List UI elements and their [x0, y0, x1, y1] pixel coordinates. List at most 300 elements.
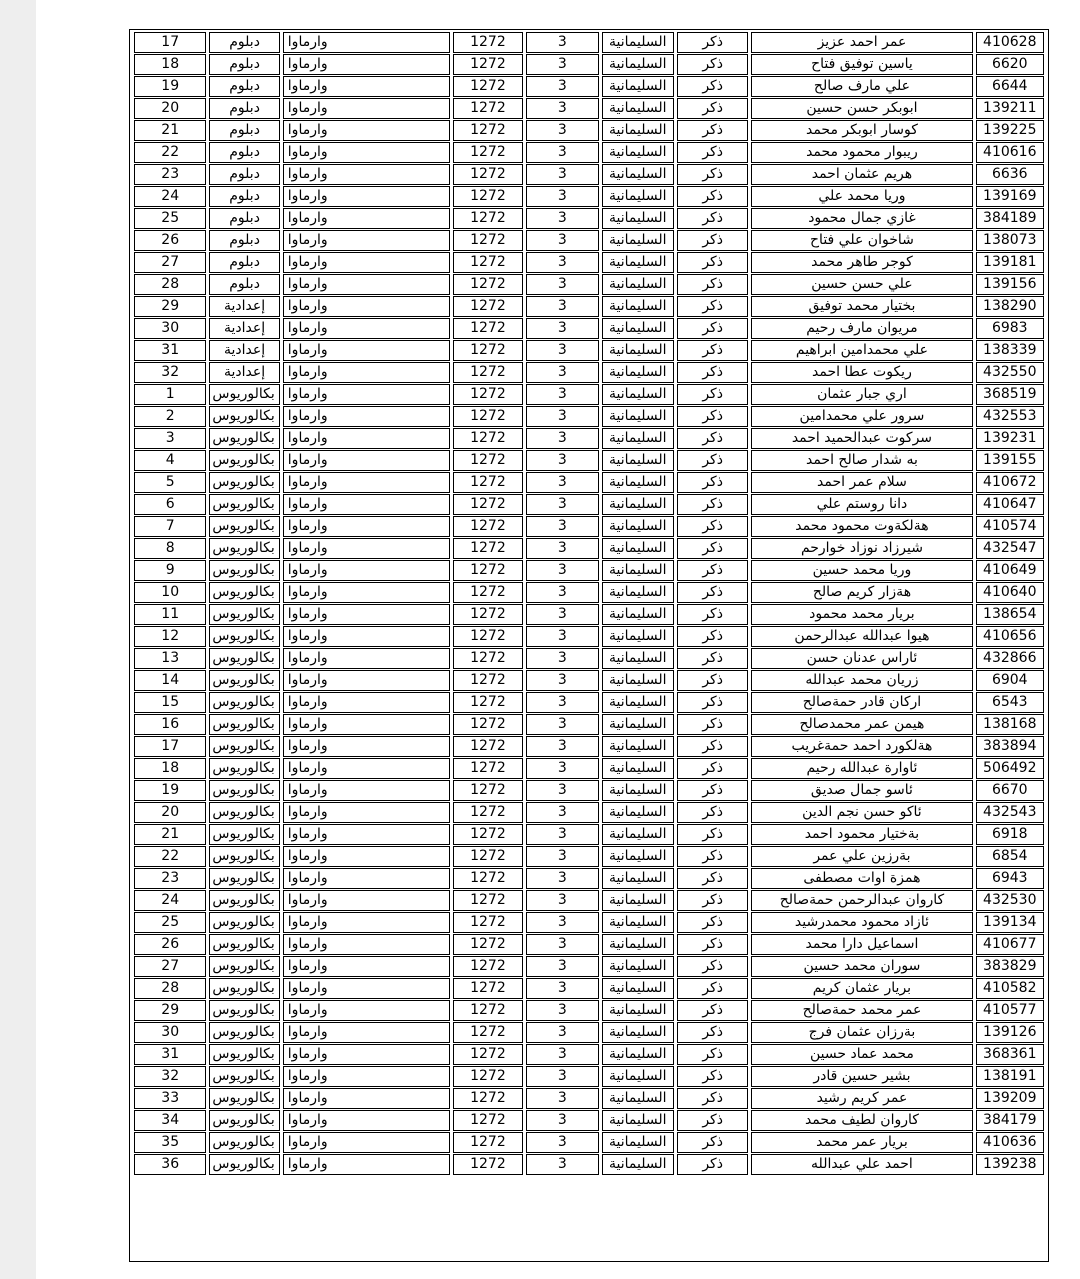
gender-cell: ذكر	[677, 714, 748, 735]
full-name-cell: علي محمدامين ابراهيم	[751, 340, 972, 361]
full-name-cell: بةختيار محمود احمد	[751, 824, 972, 845]
code-cell: 1272	[453, 274, 523, 295]
full-name-cell: هةلكةوت محمود محمد	[751, 516, 972, 537]
department-cell: وارماوا	[283, 626, 450, 647]
roster-table-frame	[129, 29, 1049, 1262]
full-name-cell: بختيار محمد توفيق	[751, 296, 972, 317]
sequence-cell: 28	[134, 274, 206, 295]
gender-cell: ذكر	[677, 604, 748, 625]
table-row	[134, 164, 1044, 185]
grade-cell: 3	[526, 582, 598, 603]
code-cell: 1272	[453, 1088, 523, 1109]
gender-cell: ذكر	[677, 670, 748, 691]
city-cell: السليمانية	[602, 1088, 674, 1109]
table-row	[134, 98, 1044, 119]
grade-cell: 3	[526, 780, 598, 801]
id-number-cell: 6636	[976, 164, 1044, 185]
education-level-cell: بكالوريوس	[209, 582, 279, 603]
grade-cell: 3	[526, 824, 598, 845]
city-cell: السليمانية	[602, 604, 674, 625]
full-name-cell: هريم عثمان احمد	[751, 164, 972, 185]
department-cell: وارماوا	[283, 318, 450, 339]
gender-cell: ذكر	[677, 758, 748, 779]
gender-cell: ذكر	[677, 1000, 748, 1021]
id-number-cell: 384189	[976, 208, 1044, 229]
gender-cell: ذكر	[677, 912, 748, 933]
code-cell: 1272	[453, 428, 523, 449]
code-cell: 1272	[453, 186, 523, 207]
table-row	[134, 208, 1044, 229]
department-cell: وارماوا	[283, 516, 450, 537]
full-name-cell: ريكوت عطا احمد	[751, 362, 972, 383]
grade-cell: 3	[526, 54, 598, 75]
education-level-cell: بكالوريوس	[209, 758, 279, 779]
gender-cell: ذكر	[677, 692, 748, 713]
table-row	[134, 340, 1044, 361]
grade-cell: 3	[526, 1088, 598, 1109]
gender-cell: ذكر	[677, 32, 748, 53]
department-cell: وارماوا	[283, 1110, 450, 1131]
grade-cell: 3	[526, 714, 598, 735]
department-cell: وارماوا	[283, 230, 450, 251]
table-row	[134, 1154, 1044, 1175]
code-cell: 1272	[453, 934, 523, 955]
sequence-cell: 32	[134, 362, 206, 383]
department-cell: وارماوا	[283, 890, 450, 911]
id-number-cell: 368519	[976, 384, 1044, 405]
education-level-cell: دبلوم	[209, 120, 279, 141]
full-name-cell: عمر كريم رشيد	[751, 1088, 972, 1109]
code-cell: 1272	[453, 54, 523, 75]
grade-cell: 3	[526, 802, 598, 823]
id-number-cell: 139209	[976, 1088, 1044, 1109]
city-cell: السليمانية	[602, 560, 674, 581]
education-level-cell: بكالوريوس	[209, 428, 279, 449]
gender-cell: ذكر	[677, 648, 748, 669]
city-cell: السليمانية	[602, 54, 674, 75]
sequence-cell: 18	[134, 758, 206, 779]
code-cell: 1272	[453, 956, 523, 977]
sequence-cell: 4	[134, 450, 206, 471]
education-level-cell: بكالوريوس	[209, 824, 279, 845]
full-name-cell: اركان قادر حمةصالح	[751, 692, 972, 713]
gender-cell: ذكر	[677, 472, 748, 493]
table-row	[134, 318, 1044, 339]
city-cell: السليمانية	[602, 1132, 674, 1153]
gender-cell: ذكر	[677, 120, 748, 141]
id-number-cell: 138073	[976, 230, 1044, 251]
code-cell: 1272	[453, 868, 523, 889]
department-cell: وارماوا	[283, 296, 450, 317]
city-cell: السليمانية	[602, 692, 674, 713]
department-cell: وارماوا	[283, 208, 450, 229]
grade-cell: 3	[526, 274, 598, 295]
education-level-cell: بكالوريوس	[209, 934, 279, 955]
full-name-cell: ريبوار محمود محمد	[751, 142, 972, 163]
id-number-cell: 410649	[976, 560, 1044, 581]
gender-cell: ذكر	[677, 582, 748, 603]
full-name-cell: محمد عماد حسين	[751, 1044, 972, 1065]
id-number-cell: 139211	[976, 98, 1044, 119]
id-number-cell: 368361	[976, 1044, 1044, 1065]
department-cell: وارماوا	[283, 1154, 450, 1175]
table-row	[134, 890, 1044, 911]
grade-cell: 3	[526, 1022, 598, 1043]
education-level-cell: بكالوريوس	[209, 626, 279, 647]
department-cell: وارماوا	[283, 76, 450, 97]
code-cell: 1272	[453, 978, 523, 999]
id-number-cell: 138191	[976, 1066, 1044, 1087]
table-row	[134, 252, 1044, 273]
id-number-cell: 6943	[976, 868, 1044, 889]
department-cell: وارماوا	[283, 780, 450, 801]
full-name-cell: وريا محمد حسين	[751, 560, 972, 581]
full-name-cell: ياسين توفيق فتاح	[751, 54, 972, 75]
gender-cell: ذكر	[677, 318, 748, 339]
full-name-cell: سرور علي محمدامين	[751, 406, 972, 427]
id-number-cell: 410672	[976, 472, 1044, 493]
department-cell: وارماوا	[283, 494, 450, 515]
code-cell: 1272	[453, 1044, 523, 1065]
education-level-cell: دبلوم	[209, 98, 279, 119]
id-number-cell: 139169	[976, 186, 1044, 207]
education-level-cell: بكالوريوس	[209, 1088, 279, 1109]
city-cell: السليمانية	[602, 208, 674, 229]
full-name-cell: علي مارف صالح	[751, 76, 972, 97]
gender-cell: ذكر	[677, 538, 748, 559]
city-cell: السليمانية	[602, 934, 674, 955]
full-name-cell: عمر احمد عزيز	[751, 32, 972, 53]
education-level-cell: بكالوريوس	[209, 1044, 279, 1065]
gender-cell: ذكر	[677, 362, 748, 383]
full-name-cell: احمد علي عبدالله	[751, 1154, 972, 1175]
code-cell: 1272	[453, 164, 523, 185]
table-row	[134, 472, 1044, 493]
education-level-cell: بكالوريوس	[209, 560, 279, 581]
sequence-cell: 19	[134, 76, 206, 97]
id-number-cell: 432547	[976, 538, 1044, 559]
code-cell: 1272	[453, 824, 523, 845]
grade-cell: 3	[526, 98, 598, 119]
department-cell: وارماوا	[283, 978, 450, 999]
grade-cell: 3	[526, 648, 598, 669]
id-number-cell: 6918	[976, 824, 1044, 845]
city-cell: السليمانية	[602, 714, 674, 735]
department-cell: وارماوا	[283, 164, 450, 185]
id-number-cell: 6543	[976, 692, 1044, 713]
gender-cell: ذكر	[677, 450, 748, 471]
department-cell: وارماوا	[283, 1000, 450, 1021]
education-level-cell: بكالوريوس	[209, 714, 279, 735]
sequence-cell: 2	[134, 406, 206, 427]
table-row	[134, 978, 1044, 999]
gender-cell: ذكر	[677, 780, 748, 801]
code-cell: 1272	[453, 98, 523, 119]
code-cell: 1272	[453, 670, 523, 691]
city-cell: السليمانية	[602, 98, 674, 119]
id-number-cell: 432553	[976, 406, 1044, 427]
education-level-cell: دبلوم	[209, 54, 279, 75]
table-row	[134, 296, 1044, 317]
department-cell: وارماوا	[283, 824, 450, 845]
code-cell: 1272	[453, 120, 523, 141]
department-cell: وارماوا	[283, 340, 450, 361]
grade-cell: 3	[526, 1044, 598, 1065]
grade-cell: 3	[526, 428, 598, 449]
gender-cell: ذكر	[677, 494, 748, 515]
code-cell: 1272	[453, 362, 523, 383]
education-level-cell: دبلوم	[209, 186, 279, 207]
table-row	[134, 54, 1044, 75]
sequence-cell: 8	[134, 538, 206, 559]
code-cell: 1272	[453, 1022, 523, 1043]
department-cell: وارماوا	[283, 758, 450, 779]
grade-cell: 3	[526, 230, 598, 251]
gender-cell: ذكر	[677, 1110, 748, 1131]
sequence-cell: 21	[134, 120, 206, 141]
id-number-cell: 432543	[976, 802, 1044, 823]
education-level-cell: إعدادية	[209, 318, 279, 339]
department-cell: وارماوا	[283, 252, 450, 273]
code-cell: 1272	[453, 516, 523, 537]
grade-cell: 3	[526, 846, 598, 867]
department-cell: وارماوا	[283, 428, 450, 449]
id-number-cell: 6904	[976, 670, 1044, 691]
sequence-cell: 13	[134, 648, 206, 669]
department-cell: وارماوا	[283, 142, 450, 163]
grade-cell: 3	[526, 912, 598, 933]
table-row	[134, 274, 1044, 295]
city-cell: السليمانية	[602, 296, 674, 317]
department-cell: وارماوا	[283, 274, 450, 295]
department-cell: وارماوا	[283, 934, 450, 955]
gender-cell: ذكر	[677, 1088, 748, 1109]
sequence-cell: 23	[134, 164, 206, 185]
education-level-cell: بكالوريوس	[209, 604, 279, 625]
city-cell: السليمانية	[602, 274, 674, 295]
grade-cell: 3	[526, 76, 598, 97]
table-row	[134, 824, 1044, 845]
table-row	[134, 494, 1044, 515]
id-number-cell: 410574	[976, 516, 1044, 537]
sequence-cell: 5	[134, 472, 206, 493]
full-name-cell: بشير حسين قادر	[751, 1066, 972, 1087]
sequence-cell: 25	[134, 912, 206, 933]
sequence-cell: 12	[134, 626, 206, 647]
gender-cell: ذكر	[677, 1022, 748, 1043]
education-level-cell: بكالوريوس	[209, 450, 279, 471]
sequence-cell: 24	[134, 186, 206, 207]
sequence-cell: 10	[134, 582, 206, 603]
table-row	[134, 1022, 1044, 1043]
education-level-cell: بكالوريوس	[209, 538, 279, 559]
id-number-cell: 383829	[976, 956, 1044, 977]
sequence-cell: 7	[134, 516, 206, 537]
table-row	[134, 868, 1044, 889]
gender-cell: ذكر	[677, 626, 748, 647]
gender-cell: ذكر	[677, 934, 748, 955]
grade-cell: 3	[526, 538, 598, 559]
gender-cell: ذكر	[677, 1154, 748, 1175]
department-cell: وارماوا	[283, 450, 450, 471]
city-cell: السليمانية	[602, 516, 674, 537]
department-cell: وارماوا	[283, 648, 450, 669]
city-cell: السليمانية	[602, 472, 674, 493]
full-name-cell: ئاكو حسن نجم الدين	[751, 802, 972, 823]
code-cell: 1272	[453, 890, 523, 911]
code-cell: 1272	[453, 208, 523, 229]
grade-cell: 3	[526, 758, 598, 779]
code-cell: 1272	[453, 626, 523, 647]
id-number-cell: 410677	[976, 934, 1044, 955]
full-name-cell: هيوا عبدالله عبدالرحمن	[751, 626, 972, 647]
id-number-cell: 138654	[976, 604, 1044, 625]
education-level-cell: بكالوريوس	[209, 670, 279, 691]
gender-cell: ذكر	[677, 252, 748, 273]
department-cell: وارماوا	[283, 1066, 450, 1087]
education-level-cell: بكالوريوس	[209, 1110, 279, 1131]
full-name-cell: عمر محمد حمةصالح	[751, 1000, 972, 1021]
sequence-cell: 22	[134, 846, 206, 867]
gender-cell: ذكر	[677, 208, 748, 229]
id-number-cell: 138290	[976, 296, 1044, 317]
department-cell: وارماوا	[283, 54, 450, 75]
gender-cell: ذكر	[677, 230, 748, 251]
city-cell: السليمانية	[602, 582, 674, 603]
department-cell: وارماوا	[283, 1088, 450, 1109]
department-cell: وارماوا	[283, 1132, 450, 1153]
grade-cell: 3	[526, 1000, 598, 1021]
gender-cell: ذكر	[677, 824, 748, 845]
id-number-cell: 410616	[976, 142, 1044, 163]
education-level-cell: بكالوريوس	[209, 692, 279, 713]
full-name-cell: هةزار كريم صالح	[751, 582, 972, 603]
department-cell: وارماوا	[283, 868, 450, 889]
id-number-cell: 138168	[976, 714, 1044, 735]
table-row	[134, 1044, 1044, 1065]
sequence-cell: 33	[134, 1088, 206, 1109]
sequence-cell: 20	[134, 802, 206, 823]
department-cell: وارماوا	[283, 384, 450, 405]
city-cell: السليمانية	[602, 450, 674, 471]
gender-cell: ذكر	[677, 956, 748, 977]
id-number-cell: 432866	[976, 648, 1044, 669]
gender-cell: ذكر	[677, 164, 748, 185]
city-cell: السليمانية	[602, 362, 674, 383]
department-cell: وارماوا	[283, 32, 450, 53]
sequence-cell: 36	[134, 1154, 206, 1175]
id-number-cell: 139225	[976, 120, 1044, 141]
department-cell: وارماوا	[283, 714, 450, 735]
city-cell: السليمانية	[602, 1000, 674, 1021]
grade-cell: 3	[526, 516, 598, 537]
table-row	[134, 32, 1044, 53]
code-cell: 1272	[453, 406, 523, 427]
city-cell: السليمانية	[602, 758, 674, 779]
full-name-cell: سلام عمر احمد	[751, 472, 972, 493]
gender-cell: ذكر	[677, 978, 748, 999]
grade-cell: 3	[526, 362, 598, 383]
code-cell: 1272	[453, 472, 523, 493]
education-level-cell: بكالوريوس	[209, 736, 279, 757]
gender-cell: ذكر	[677, 428, 748, 449]
code-cell: 1272	[453, 1066, 523, 1087]
id-number-cell: 432550	[976, 362, 1044, 383]
roster-table	[131, 31, 1047, 1176]
id-number-cell: 6620	[976, 54, 1044, 75]
grade-cell: 3	[526, 494, 598, 515]
table-row	[134, 934, 1044, 955]
department-cell: وارماوا	[283, 186, 450, 207]
gender-cell: ذكر	[677, 142, 748, 163]
sequence-cell: 30	[134, 318, 206, 339]
department-cell: وارماوا	[283, 956, 450, 977]
id-number-cell: 139134	[976, 912, 1044, 933]
id-number-cell: 432530	[976, 890, 1044, 911]
education-level-cell: بكالوريوس	[209, 890, 279, 911]
id-number-cell: 6670	[976, 780, 1044, 801]
education-level-cell: إعدادية	[209, 296, 279, 317]
full-name-cell: زريان محمد عبدالله	[751, 670, 972, 691]
grade-cell: 3	[526, 1110, 598, 1131]
sequence-cell: 17	[134, 32, 206, 53]
department-cell: وارماوا	[283, 472, 450, 493]
sequence-cell: 27	[134, 252, 206, 273]
education-level-cell: بكالوريوس	[209, 802, 279, 823]
sequence-cell: 19	[134, 780, 206, 801]
city-cell: السليمانية	[602, 186, 674, 207]
city-cell: السليمانية	[602, 868, 674, 889]
gender-cell: ذكر	[677, 340, 748, 361]
education-level-cell: دبلوم	[209, 208, 279, 229]
sequence-cell: 26	[134, 230, 206, 251]
code-cell: 1272	[453, 494, 523, 515]
education-level-cell: بكالوريوس	[209, 780, 279, 801]
table-row	[134, 692, 1044, 713]
code-cell: 1272	[453, 538, 523, 559]
sequence-cell: 20	[134, 98, 206, 119]
full-name-cell: بةرزين علي عمر	[751, 846, 972, 867]
table-row	[134, 648, 1044, 669]
id-number-cell: 6854	[976, 846, 1044, 867]
code-cell: 1272	[453, 142, 523, 163]
city-cell: السليمانية	[602, 318, 674, 339]
sequence-cell: 16	[134, 714, 206, 735]
department-cell: وارماوا	[283, 604, 450, 625]
full-name-cell: شاخوان علي فتاح	[751, 230, 972, 251]
grade-cell: 3	[526, 32, 598, 53]
full-name-cell: همزة اوات مصطفى	[751, 868, 972, 889]
grade-cell: 3	[526, 164, 598, 185]
department-cell: وارماوا	[283, 912, 450, 933]
city-cell: السليمانية	[602, 32, 674, 53]
city-cell: السليمانية	[602, 1022, 674, 1043]
city-cell: السليمانية	[602, 648, 674, 669]
department-cell: وارماوا	[283, 692, 450, 713]
code-cell: 1272	[453, 802, 523, 823]
code-cell: 1272	[453, 1154, 523, 1175]
sequence-cell: 1	[134, 384, 206, 405]
city-cell: السليمانية	[602, 142, 674, 163]
id-number-cell: 410656	[976, 626, 1044, 647]
id-number-cell: 139126	[976, 1022, 1044, 1043]
sequence-cell: 11	[134, 604, 206, 625]
code-cell: 1272	[453, 252, 523, 273]
gender-cell: ذكر	[677, 1066, 748, 1087]
sequence-cell: 26	[134, 934, 206, 955]
id-number-cell: 139181	[976, 252, 1044, 273]
table-row	[134, 1132, 1044, 1153]
